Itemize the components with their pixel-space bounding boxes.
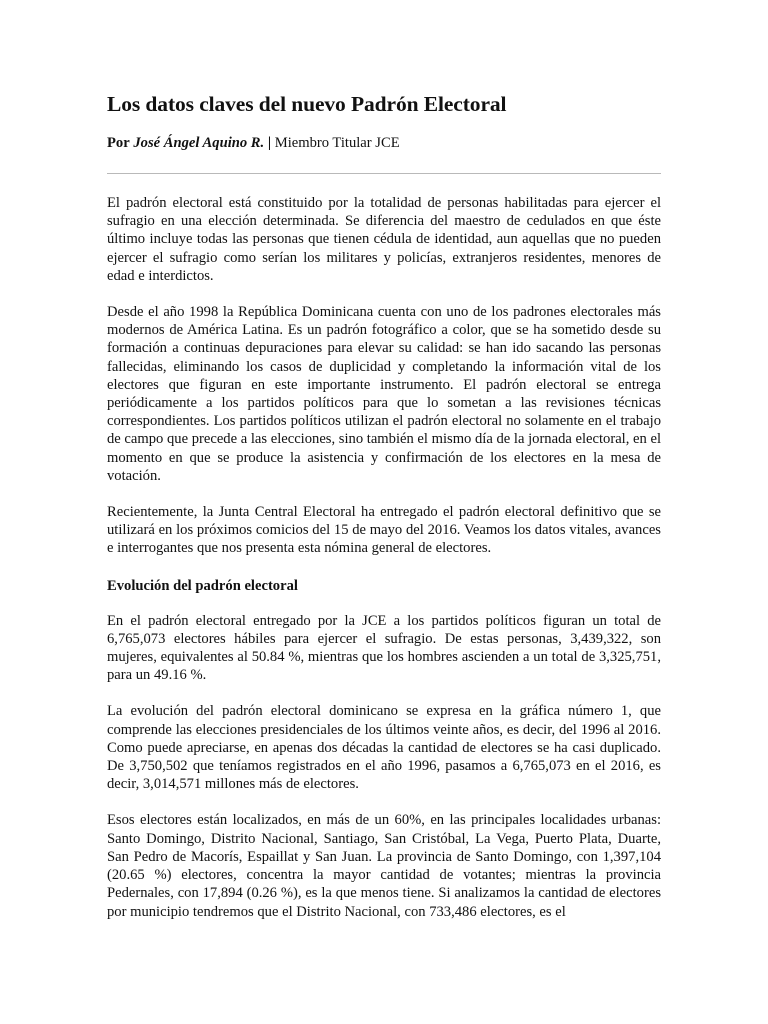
paragraph-6: Esos electores están localizados, en más de un 60%, en las principales localidades urbanas: Santo Domingo, Distrito Nacional, Santiago, San Cristóbal, La Vega, Puerto Plata, Duarte, San Pedro de Macorís, Espaillat y San Juan. La provincia de Santo Domingo, con 1,397,104 (20.65 %) electores, concentra la mayor cantidad de votantes; mientras la provincia Pedernales, con 17,894 (0.26 %), es la que menos tiene. Si analizamos la cantidad de electores por municipio tendremos que el Distrito Nacional, con 733,486 electores, es el xyxy=(107,812,661,920)
byline-role: Miembro Titular JCE xyxy=(274,135,400,151)
header-divider xyxy=(107,173,661,174)
byline xyxy=(107,133,661,153)
paragraph-3: Recientemente, la Junta Central Electoral ha entregado el padrón electoral definitivo que se utilizará en los próximos comicios del 15 de mayo del 2016. Veamos los datos vitales, avances e interrogantes que nos presenta esta nómina general de electores. xyxy=(107,504,661,557)
byline-separator: | xyxy=(267,135,272,151)
paragraph-2: Desde el año 1998 la República Dominicana cuenta con uno de los padrones electorales más modernos de América Latina. Es un padrón fotográfico a color, que se ha sometido desde su formación a continuas depuraciones para elevar su calidad: se han ido sacando las personas fallecidas, eliminando los casos de duplicidad y completando la información vital de los electores que figuran en este importante instrumento. El padrón electoral se entrega periódicamente a los partidos políticos para que lo sometan a las revisiones técnicas correspondientes. Los partidos políticos utilizan el padrón electoral no solamente en el trabajo de campo que precede a las elecciones, sino también el mismo día de la jornada electoral, en el momento en que se produce la asistencia y confirmación de los electores en la mesa de votación. xyxy=(107,304,661,484)
document-page xyxy=(107,90,661,939)
paragraph-1: El padrón electoral está constituido por la totalidad de personas habilitadas para ejercer el sufragio en una elección determinada. Se diferencia del maestro de cedulados en que éste último incluye todas las personas que tienen cédula de identidad, aun aquellas que no pueden ejercer el sufragio como serían los militares y policías, extranjeros residentes, menores de edad e interdictos. xyxy=(107,195,661,284)
paragraph-5: La evolución del padrón electoral dominicano se expresa en la gráfica número 1, que comprende las elecciones presidenciales de los últimos veinte años, es decir, del 1996 al 2016. Como puede apreciarse, en apenas dos décadas la cantidad de electores se ha casi duplicado. De 3,750,502 que teníamos registrados en el año 1996, pasamos a 6,765,073 en el 2016, es decir, 3,014,571 millones más de electores. xyxy=(107,703,661,793)
article-title: Los datos claves del nuevo Padrón Electoral xyxy=(107,92,507,116)
paragraph-4: En el padrón electoral entregado por la JCE a los partidos políticos figuran un total de 6,765,073 electores hábiles para ejercer el sufragio. De estas personas, 3,439,322, son mujeres, equivalentes al 50.84 %, mientras que los hombres ascienden a un total de 3,325,751, para un 49.16 %. xyxy=(107,612,661,684)
byline-prefix: Por xyxy=(107,135,130,151)
section-heading: Evolución del padrón electoral xyxy=(107,577,298,594)
byline-author: José Ángel Aquino R. xyxy=(133,135,265,151)
article-body xyxy=(107,194,661,921)
